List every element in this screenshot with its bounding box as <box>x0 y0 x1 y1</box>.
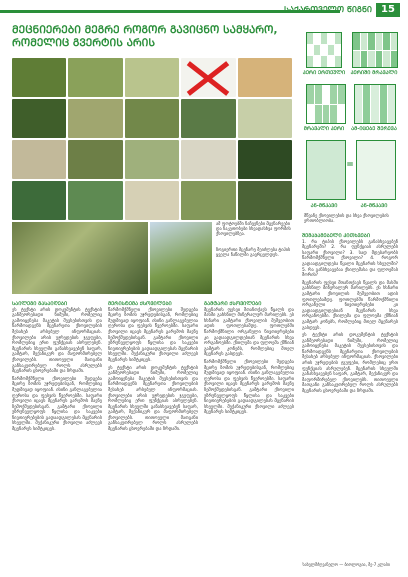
photo-tile <box>181 181 235 220</box>
grid-diagram <box>354 84 396 124</box>
paragraph: მცენარის ფესვი შთანთქავს წყალს და მასში გახსნილ მინერალურ მარილებს. ეს ხსნარი გამტარი ქსოვილის მეშვეობით ადის ფოთლებამდე. ფოთლებში წარმოქმნილი ორგანული ნივთიერებები კი გადაადგილდებიან მცენარის სხვა ორგანოებში. ქსილემა და ფლოემა ქმნიან გამტარ კონებს, რომლებიც მთელ მცენარეს გასდევს. <box>302 280 398 331</box>
section-heading: ᲒᲐᲛᲢᲐᲠᲘ ᲥᲡᲝᲕᲘᲚᲔᲑᲘ <box>204 301 262 307</box>
grid-diagram <box>306 32 342 68</box>
photo-tile <box>68 58 122 97</box>
cell-diagram <box>306 140 346 200</box>
photo-tile <box>181 140 235 179</box>
text-column <box>302 232 398 558</box>
sidebar-note: მწვანე ქსოვილების და სხვა ქსოვილების ერთობლიობა. <box>304 214 389 225</box>
photo-tile <box>125 140 179 179</box>
photo-tile <box>125 99 179 138</box>
plant-photo <box>12 222 148 294</box>
photo-caption-2: ზოგიერთი მცენარე შეიძლება ტიპის ყველა ნაწილში გავრცელდეს. <box>216 248 291 259</box>
photo-tile <box>125 58 179 97</box>
paragraph: წარმომქმნელი ქსოვილები შედგება მცირე ზომის უჯრედებისგან, რომლებიც მუდმივად იყოფიან. ისინი განლაგებულია ღეროსა და ფესვის წვეროებში. საფარი ქსოვილი იცავს მცენარეს გარემოს მავნე ზემოქმედებისგან. გამტარი ქსოვილი უზრუნველყოფს წყლისა და საკვები ნივთიერებების გადაადგილებას მცენარის სხეულში. მექანიკური ქსოვილი აძლევს მცენარეს სიმტკიცეს. <box>108 307 198 363</box>
photo-tile <box>12 99 66 138</box>
photo-tile <box>238 181 292 220</box>
photo-tile <box>68 140 122 179</box>
diagram-label: ᲛᲠᲐᲕᲐᲚᲘ ᲞᲔᲠᲘ <box>303 126 345 132</box>
paragraph: ეს ტექსტი არის დოკუმენტის ტექსტის განმეორებადი ნიმუში, რომელიც გამოიყენება მაკეტის შევსებისთვის და წარმოადგენს მცენარეთა ქსოვილების შესახებ არსებულ ინფორმაციას. ქსოვილები არის უჯრედების ჯგუფები, რომლებიც ერთ ფუნქციას ასრულებენ. მცენარის სხეულში განასხვავებენ საფარ, გამტარ, მექანიკურ და მაფორმირებელ ქსოვილებს. თითოეული მათგანი განსაკუთრებულ როლს ასრულებს მცენარის ცხოვრებაში და ზრდაში. <box>108 365 198 433</box>
equals-sign: = <box>346 160 354 170</box>
diagram-label: ᲞᲔᲠᲘᲨᲘ ᲛᲠᲐᲕᲐᲚᲘ <box>350 70 398 76</box>
grid-diagram <box>306 84 346 124</box>
page-footer: სახელმძღვანელო — ბიოლოგია, მე-7 კლასი <box>302 562 390 567</box>
text-column <box>12 300 102 558</box>
photo-tile <box>12 181 66 220</box>
diagram-label: ᲞᲔᲠᲘ ᲔᲠᲗᲔᲣᲚᲘ <box>302 70 346 76</box>
text-column <box>204 300 294 558</box>
section-label: ᲡᲐᲥᲐᲠᲗᲕᲔᲚᲝ ᲬᲘᲒᲜᲘ <box>284 5 372 14</box>
photo-tile <box>238 58 292 97</box>
section-heading: ᲡᲐᲘᲚᲔᲒᲘ ᲒᲐᲡᲐᲘᲦᲔᲑᲘ <box>12 301 68 307</box>
photo-tile <box>181 58 235 97</box>
page-header <box>0 0 408 18</box>
section-heading: ᲛᲔᲠᲘᲡᲢᲔᲛᲐ ᲥᲡᲝᲕᲘᲚᲔᲑᲘ <box>108 301 172 307</box>
page-title: ᲛᲔᲪᲜᲘᲔᲠᲔᲑᲘ ᲛᲔᲒᲠᲔ ᲠᲝᲒᲝᲠ ᲒᲐᲕᲘᲪᲜᲝ ᲡᲐᲛᲧᲐᲠᲝ, ᲠᲝᲛᲔᲚᲘᲪ ᲒᲕᲔᲠᲢᲘᲡ ᲐᲠᲘᲡ <box>12 24 278 49</box>
diagram-label: ᲐᲛ-ᲘᲪᲔᲑᲔ ᲨᲔᲠᲔᲕᲐ <box>351 126 397 132</box>
cell-diagram <box>356 140 396 200</box>
photo-grid <box>12 58 292 220</box>
paragraph: 1. რა ტიპის ქსოვილებს განასხვავებენ მცენარეში? 2. რა ფუნქციას ასრულებს საფარი ქსოვილი? 3. სად მდებარეობს წარმომქმნელი ქსოვილი? 4. როგორ გადაადგილდება წყალი მცენარის სხეულში? 5. რა განსხვავებაა ქსილემასა და ფლოემას შორის? <box>302 239 398 279</box>
tree-photo <box>150 222 212 294</box>
photo-tile <box>12 58 66 97</box>
photo-tile <box>238 99 292 138</box>
paragraph: წარმომქმნელი ქსოვილები შედგება მცირე ზომის უჯრედებისგან, რომლებიც მუდმივად იყოფიან. ისინი განლაგებულია ღეროსა და ფესვის წვეროებში. საფარი ქსოვილი იცავს მცენარეს გარემოს მავნე ზემოქმედებისგან. გამტარი ქსოვილი უზრუნველყოფს წყლისა და საკვები ნივთიერებების გადაადგილებას მცენარის სხეულში. მექანიკური ქსოვილი აძლევს მცენარეს სიმტკიცეს. <box>204 359 294 416</box>
paragraph: ეს ტექსტი არის დოკუმენტის ტექსტის განმეორებადი ნიმუში, რომელიც გამოიყენება მაკეტის შევსებისთვის და წარმოადგენს მცენარეთა ქსოვილების შესახებ არსებულ ინფორმაციას. ქსოვილები არის უჯრედების ჯგუფები, რომლებიც ერთ ფუნქციას ასრულებენ. მცენარის სხეულში განასხვავებენ საფარ, გამტარ, მექანიკურ და მაფორმირებელ ქსოვილებს. თითოეული მათგანი განსაკუთრებულ როლს ასრულებს მცენარის ცხოვრებაში და ზრდაში. <box>302 333 398 395</box>
cross-icon <box>185 60 231 96</box>
photo-tile <box>238 140 292 179</box>
photo-caption: ამ ფოტოებში ნაჩვენები მცენარეები და ნაკეთობები სხვადასხვა ფორმის ქსოვილებზეა. <box>216 222 291 238</box>
paragraph: მცენარის ფესვი შთანთქავს წყალს და მასში გახსნილ მინერალურ მარილებს. ეს ხსნარი გამტარი ქსოვილის მეშვეობით ადის ფოთლებამდე. ფოთლებში წარმოქმნილი ორგანული ნივთიერებები კი გადაადგილდებიან მცენარის სხვა ორგანოებში. ქსილემა და ფლოემა ქმნიან გამტარ კონებს, რომლებიც მთელ მცენარეს გასდევს. <box>204 307 294 358</box>
page-number: 15 <box>376 3 400 17</box>
section-heading: ᲨᲔᲛᲐᲯᲐᲛᲔᲑᲔᲚᲘ ᲙᲘᲗᲮᲕᲔᲑᲘ <box>302 233 371 239</box>
photo-tile <box>68 99 122 138</box>
diagram-label: ᲐᲜ-ᲛᲬᲙᲐᲕᲘ <box>310 203 338 209</box>
photo-tile <box>181 99 235 138</box>
photo-tile <box>125 181 179 220</box>
photo-tile <box>68 181 122 220</box>
photo-tile <box>12 140 66 179</box>
text-column <box>108 300 198 558</box>
grid-diagram <box>352 32 398 68</box>
paragraph: წარმომქმნელი ქსოვილები შედგება მცირე ზომის უჯრედებისგან, რომლებიც მუდმივად იყოფიან. ისინი განლაგებულია ღეროსა და ფესვის წვეროებში. საფარი ქსოვილი იცავს მცენარეს გარემოს მავნე ზემოქმედებისგან. გამტარი ქსოვილი უზრუნველყოფს წყლისა და საკვები ნივთიერებების გადაადგილებას მცენარის სხეულში. მექანიკური ქსოვილი აძლევს მცენარეს სიმტკიცეს. <box>12 376 102 433</box>
paragraph: ეს ტექსტი არის დოკუმენტის ტექსტის განმეორებადი ნიმუში, რომელიც გამოიყენება მაკეტის შევსებისთვის და წარმოადგენს მცენარეთა ქსოვილების შესახებ არსებულ ინფორმაციას. ქსოვილები არის უჯრედების ჯგუფები, რომლებიც ერთ ფუნქციას ასრულებენ. მცენარის სხეულში განასხვავებენ საფარ, გამტარ, მექანიკურ და მაფორმირებელ ქსოვილებს. თითოეული მათგანი განსაკუთრებულ როლს ასრულებს მცენარის ცხოვრებაში და ზრდაში. <box>12 307 102 375</box>
diagram-label: ᲐᲜ-ᲛᲬᲙᲐᲕᲘ <box>360 203 388 209</box>
